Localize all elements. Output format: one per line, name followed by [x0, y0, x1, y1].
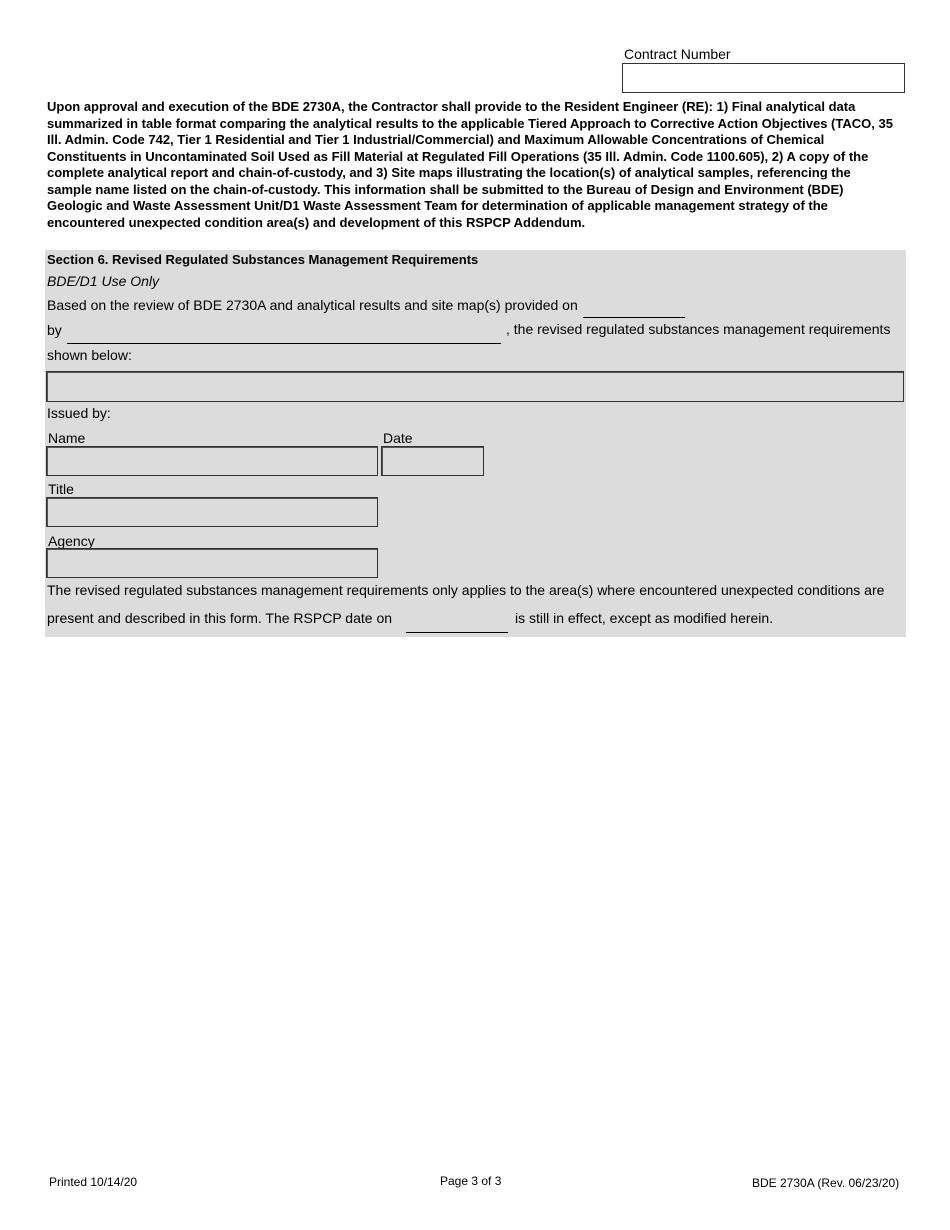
by-field[interactable]: [67, 326, 501, 344]
by-label: by: [47, 322, 62, 338]
printed-date: Printed 10/14/20: [49, 1175, 138, 1189]
form-id: BDE 2730A (Rev. 06/23/20): [752, 1176, 900, 1190]
use-only-label: BDE/D1 Use Only: [47, 273, 160, 289]
closing-line-1: The revised regulated substances management requirements only applies to the area(s) where encountered unexpected conditions are: [47, 582, 885, 598]
review-text: Based on the review of BDE 2730A and analytical results and site map(s) provided on: [47, 297, 578, 313]
title-label: Title: [48, 481, 74, 497]
contract-number-field[interactable]: [622, 63, 905, 93]
revised-text: , the revised regulated substances management requirements: [506, 321, 891, 337]
title-field[interactable]: [46, 497, 378, 527]
closing-line-2a: present and described in this form. The RSPCP date on: [47, 610, 393, 626]
agency-label: Agency: [48, 533, 95, 549]
name-label: Name: [48, 430, 86, 446]
name-field[interactable]: [46, 446, 378, 476]
agency-field[interactable]: [46, 548, 378, 578]
page-number: Page 3 of 3: [440, 1174, 502, 1188]
requirements-field[interactable]: [46, 371, 904, 402]
closing-line-2b: is still in effect, except as modified herein.: [515, 610, 774, 626]
shown-below-label: shown below:: [47, 347, 132, 363]
section-6-panel: [45, 250, 906, 637]
date-label: Date: [383, 430, 413, 446]
issued-by-label: Issued by:: [47, 405, 111, 421]
contract-number-label: Contract Number: [624, 46, 731, 62]
rspcp-date-field[interactable]: [406, 615, 508, 633]
date-field[interactable]: [381, 446, 484, 476]
review-date-field[interactable]: [583, 300, 685, 318]
intro-paragraph: Upon approval and execution of the BDE 2730A, the Contractor shall provide to the Resident Engineer (RE): 1) Final analytical data summarized in table format comparing the analytical results to the applicable Tiered Approach to Corrective Action Objectives (TACO, 35 Ill. Admin. Code 742, Tier 1 Residential and Tier 1 Industrial/Commercial) and Maximum Allowable Concentrations of Chemical Constituents in Uncontaminated Soil Used as Fill Material at Regulated Fill Operations (35 Ill. Admin. Code 1100.605), 2) A copy of the complete analytical report and chain-of-custody, and 3) Site maps illustrating the location(s) of analytical samples, referencing the sample name listed on the chain-of-custody. This information shall be submitted to the Bureau of Design and Environment (BDE) Geologic and Waste Assessment Unit/D1 Waste Assessment Team for determination of applicable management strategy of the encountered unexpected condition area(s) and development of this RSPCP Addendum.: [47, 99, 893, 230]
section-6-title: Section 6. Revised Regulated Substances Management Requirements: [47, 252, 479, 267]
